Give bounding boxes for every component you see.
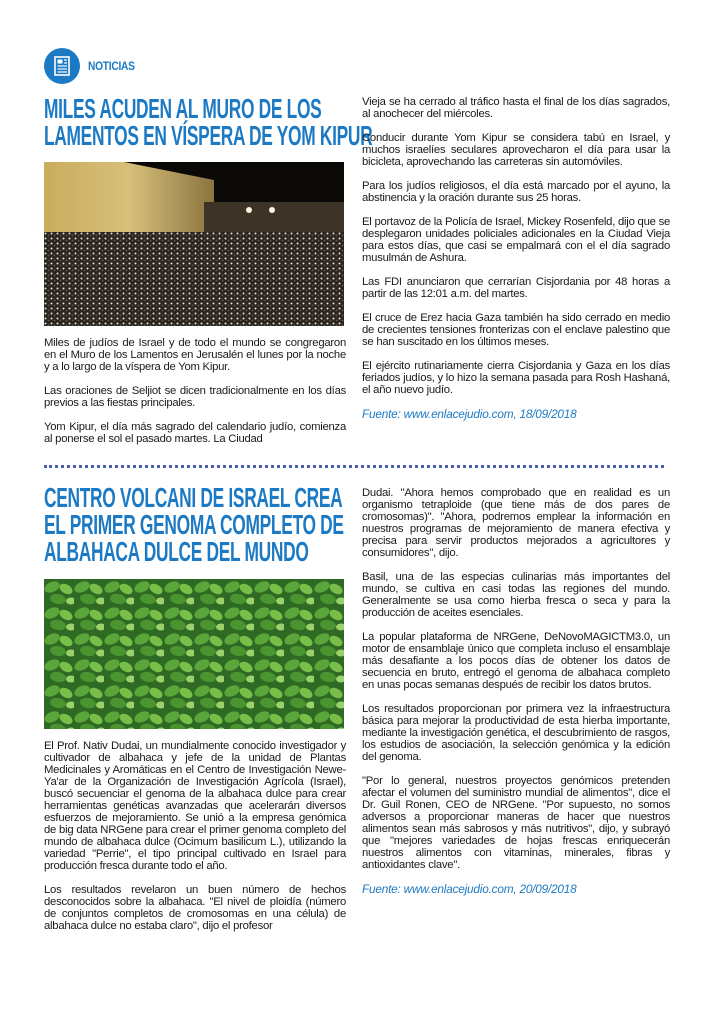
paragraph: Conducir durante Yom Kipur se considera tabú en Israel, y muchos israelíes seculares aprovecharon el día para usar la bicicleta, aprovechando las carreteras sin automóviles.	[362, 132, 670, 168]
article-1-left-column	[44, 337, 346, 445]
newspaper-icon	[44, 48, 80, 84]
section-header	[44, 47, 143, 85]
paragraph: Las FDI anunciaron que cerrarían Cisjordania por 48 horas a partir de las 12:01 a.m. del martes.	[362, 276, 670, 300]
source-link[interactable]: Fuente: www.enlacejudio.com, 20/09/2018	[362, 882, 577, 896]
paragraph: El cruce de Erez hacia Gaza también ha sido cerrado en medio de crecientes tensiones fronterizas con el enclave palestino que se han suscitado en los últimos meses.	[362, 312, 670, 348]
headline-line: CENTRO VOLCANI DE ISRAEL CREA	[44, 482, 343, 513]
paragraph: El portavoz de la Policía de Israel, Mickey Rosenfeld, dijo que se desplegaron unidades policiales adicionales en la Ciudad Vieja para estos días, que casi se empalmará con el el día sagrado musulmán de Ashura.	[362, 216, 670, 264]
section-label: NOTICIAS	[88, 59, 135, 73]
paragraph: "Por lo general, nuestros proyectos genómicos pretenden afectar el volumen del suministro mundial de alimentos", dice el Dr. Guil Ronen, CEO de NRGene. "Por supuesto, no somos adversos a proporcionar maneras de hacer que nuestros alimentos sean más sabrosos y más nutritivos", dijo, y subrayó que "mejores variedades de hojas frescas enriquecerán nuestros alimentos con vitaminas, minerales, fibras y antioxidantes clave".	[362, 775, 670, 871]
basil-photo	[44, 579, 344, 729]
paragraph: Para los judíos religiosos, el día está marcado por el ayuno, la abstinencia y la oración durante sus 25 horas.	[362, 180, 670, 204]
article-1-right-column	[362, 96, 670, 420]
paragraph: El Prof. Nativ Dudai, un mundialmente conocido investigador y cultivador de albahaca y jefe de la unidad de Plantas Medicinales y Aromáticas en el Centro de Investigación Newe-Ya'ar de la Organización de Investigación Agrícola (Israel), buscó secuenciar el genoma de la albahaca dulce para crear herramientas genéticas avanzadas que acelerarán diversos esfuerzos de mejoramiento. Se unió a la empresa genómica de big data NRGene para crear el primer genoma completo del mundo de albahaca dulce (Ocimum basilicum L.), utilizando la variedad "Perrie", el tipo principal cultivado en Israel para producción fresca durante todo el año.	[44, 740, 346, 872]
source-link[interactable]: Fuente: www.enlacejudio.com, 18/09/2018	[362, 407, 577, 421]
article-2-headline	[44, 484, 344, 565]
paragraph: Miles de judíos de Israel y de todo el mundo se congregaron en el Muro de los Lamentos en Jerusalén el lunes por la noche y a lo largo de la víspera de Yom Kipur.	[44, 337, 346, 373]
paragraph: El ejército rutinariamente cierra Cisjordania y Gaza en los días feriados judíos, y lo hizo la semana pasada para Rosh Hashaná, el año nuevo judío.	[362, 360, 670, 396]
headline-line: ALBAHACA DULCE DEL MUNDO	[44, 536, 309, 567]
paragraph: Los resultados proporcionan por primera vez la infraestructura básica para mejorar la productividad de esta hierba importante, mediante la investigación genética, el descubrimiento de rasgos, los estudios de asociación, la selección genómica y la edición del genoma.	[362, 703, 670, 763]
headline-line: MILES ACUDEN AL MURO DE LOS	[44, 93, 322, 124]
paragraph: La popular plataforma de NRGene, DeNovoMAGICTM3.0, un motor de ensamblaje único que completa incluso el ensamblaje más desafiante a los pocos días de obtener los datos de secuencia en bruto, entregó el genoma de albahaca completo en unas pocas semanas después de recibir los datos brutos.	[362, 631, 670, 691]
paragraph: Los resultados revelaron un buen número de hechos desconocidos sobre la albahaca. "El nivel de ploidía (número de conjuntos completos de cromosomas en una célula) de albahaca dulce no estaba claro", dijo el profesor	[44, 884, 346, 932]
paragraph: Basil, una de las especias culinarias más importantes del mundo, se cultiva en casi todas las regiones del mundo. Generalmente se usa como hierba fresca o seca y para la producción de aceites esenciales.	[362, 571, 670, 619]
article-1-headline	[44, 95, 372, 149]
western-wall-photo	[44, 162, 344, 326]
paragraph: Dudai. "Ahora hemos comprobado que en realidad es un organismo tetraploide (que tiene más de dos pares de cromosomas)". "Ahora, podremos emplear la información en nuestros programas de mejoramiento de manera efectiva y precisa para servir productos mejorados a agricultores y consumidores", dijo.	[362, 487, 670, 559]
article-2-right-column	[362, 487, 670, 895]
headline-line: EL PRIMER GENOMA COMPLETO DE	[44, 509, 344, 540]
paragraph: Las oraciones de Seljiot se dicen tradicionalmente en los días previos a las fiestas principales.	[44, 385, 346, 409]
article-divider	[44, 465, 664, 468]
paragraph: Vieja se ha cerrado al tráfico hasta el final de los días sagrados, al anochecer del miércoles.	[362, 96, 670, 120]
article-2-left-column	[44, 740, 346, 932]
headline-line: LAMENTOS EN VÍSPERA DE YOM KIPUR	[44, 120, 373, 151]
paragraph: Yom Kipur, el día más sagrado del calendario judío, comienza al ponerse el sol el pasado martes. La Ciudad	[44, 421, 346, 445]
